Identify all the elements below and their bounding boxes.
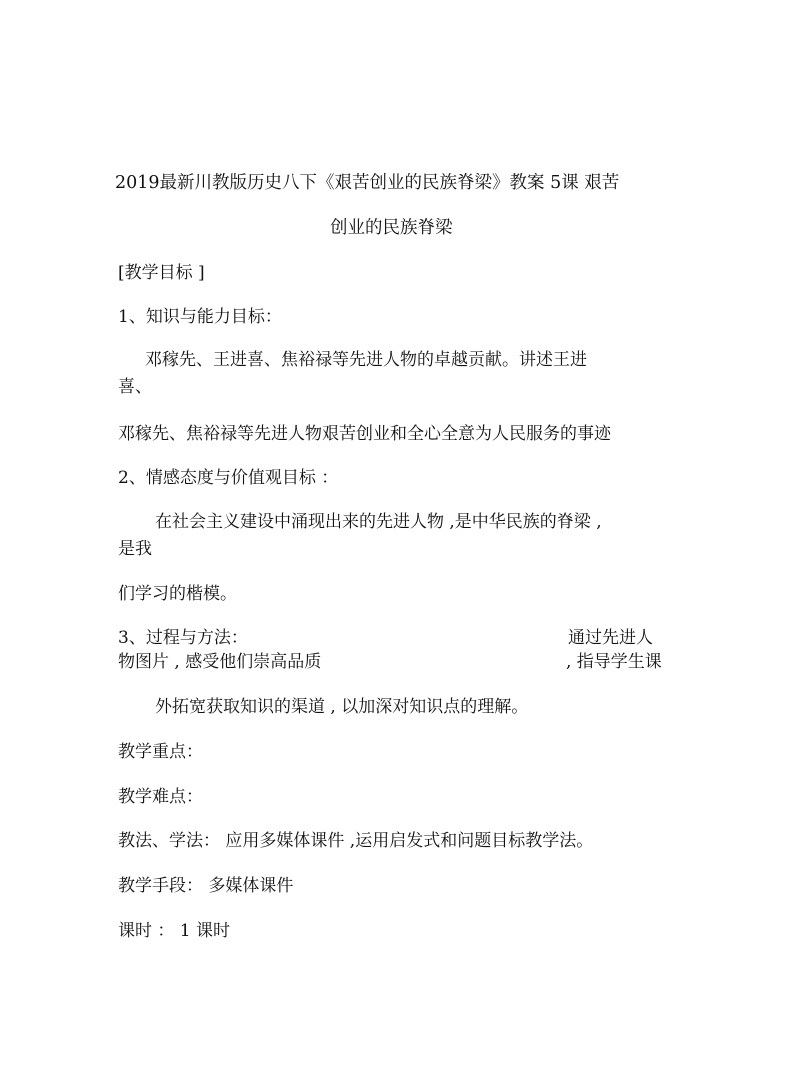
document-title-line-1: 2019最新川教版历史八下《艰苦创业的民族脊梁》教案 5课 艰苦 — [115, 173, 620, 193]
section-2-text-line-1: 在社会主义建设中涌现出来的先进人物 ,是中华民族的脊梁 , — [155, 512, 602, 532]
teaching-means-line: 教学手段： 多媒体课件 — [118, 876, 294, 896]
section-3-heading: 3、过程与方法： — [118, 628, 248, 648]
section-1-text-line-1: 邓稼先、王进喜、焦裕禄等先进人物的卓越贡献。讲述王进 — [145, 350, 587, 370]
teaching-methods-line: 教法、学法： 应用多媒体课件 ,运用启发式和问题目标教学法。 — [118, 831, 594, 851]
difficult-point-label: 教学难点： — [118, 787, 203, 807]
section-2-text-line-2: 是我 — [118, 539, 152, 559]
section-1-text-line-3: 邓稼先、焦裕禄等先进人物艰苦创业和全心全意为人民服务的事迹 — [118, 424, 611, 444]
section-2-text-line-3: 们学习的楷模。 — [118, 584, 237, 604]
class-hours-line: 课时 ： 1 课时 — [118, 921, 231, 941]
objectives-heading: [教学目标 ] — [118, 263, 205, 283]
document-title-line-2: 创业的民族脊梁 — [330, 218, 453, 238]
section-3-text-line-2: 外拓宽获取知识的渠道 , 以加深对知识点的理解。 — [155, 697, 529, 717]
section-3-heading-right: 通过先进人 — [568, 628, 653, 648]
section-1-heading: 1、知识与能力目标： — [118, 307, 282, 327]
section-1-text-line-2: 喜、 — [118, 377, 152, 397]
section-2-heading: 2、情感态度与价值观目标 ： — [118, 468, 339, 488]
section-3-text-line-1: 物图片 , 感受他们崇高品质 — [118, 652, 322, 672]
section-3-text-line-1-right: , 指导学生课 — [566, 652, 662, 672]
key-point-label: 教学重点： — [118, 742, 203, 762]
